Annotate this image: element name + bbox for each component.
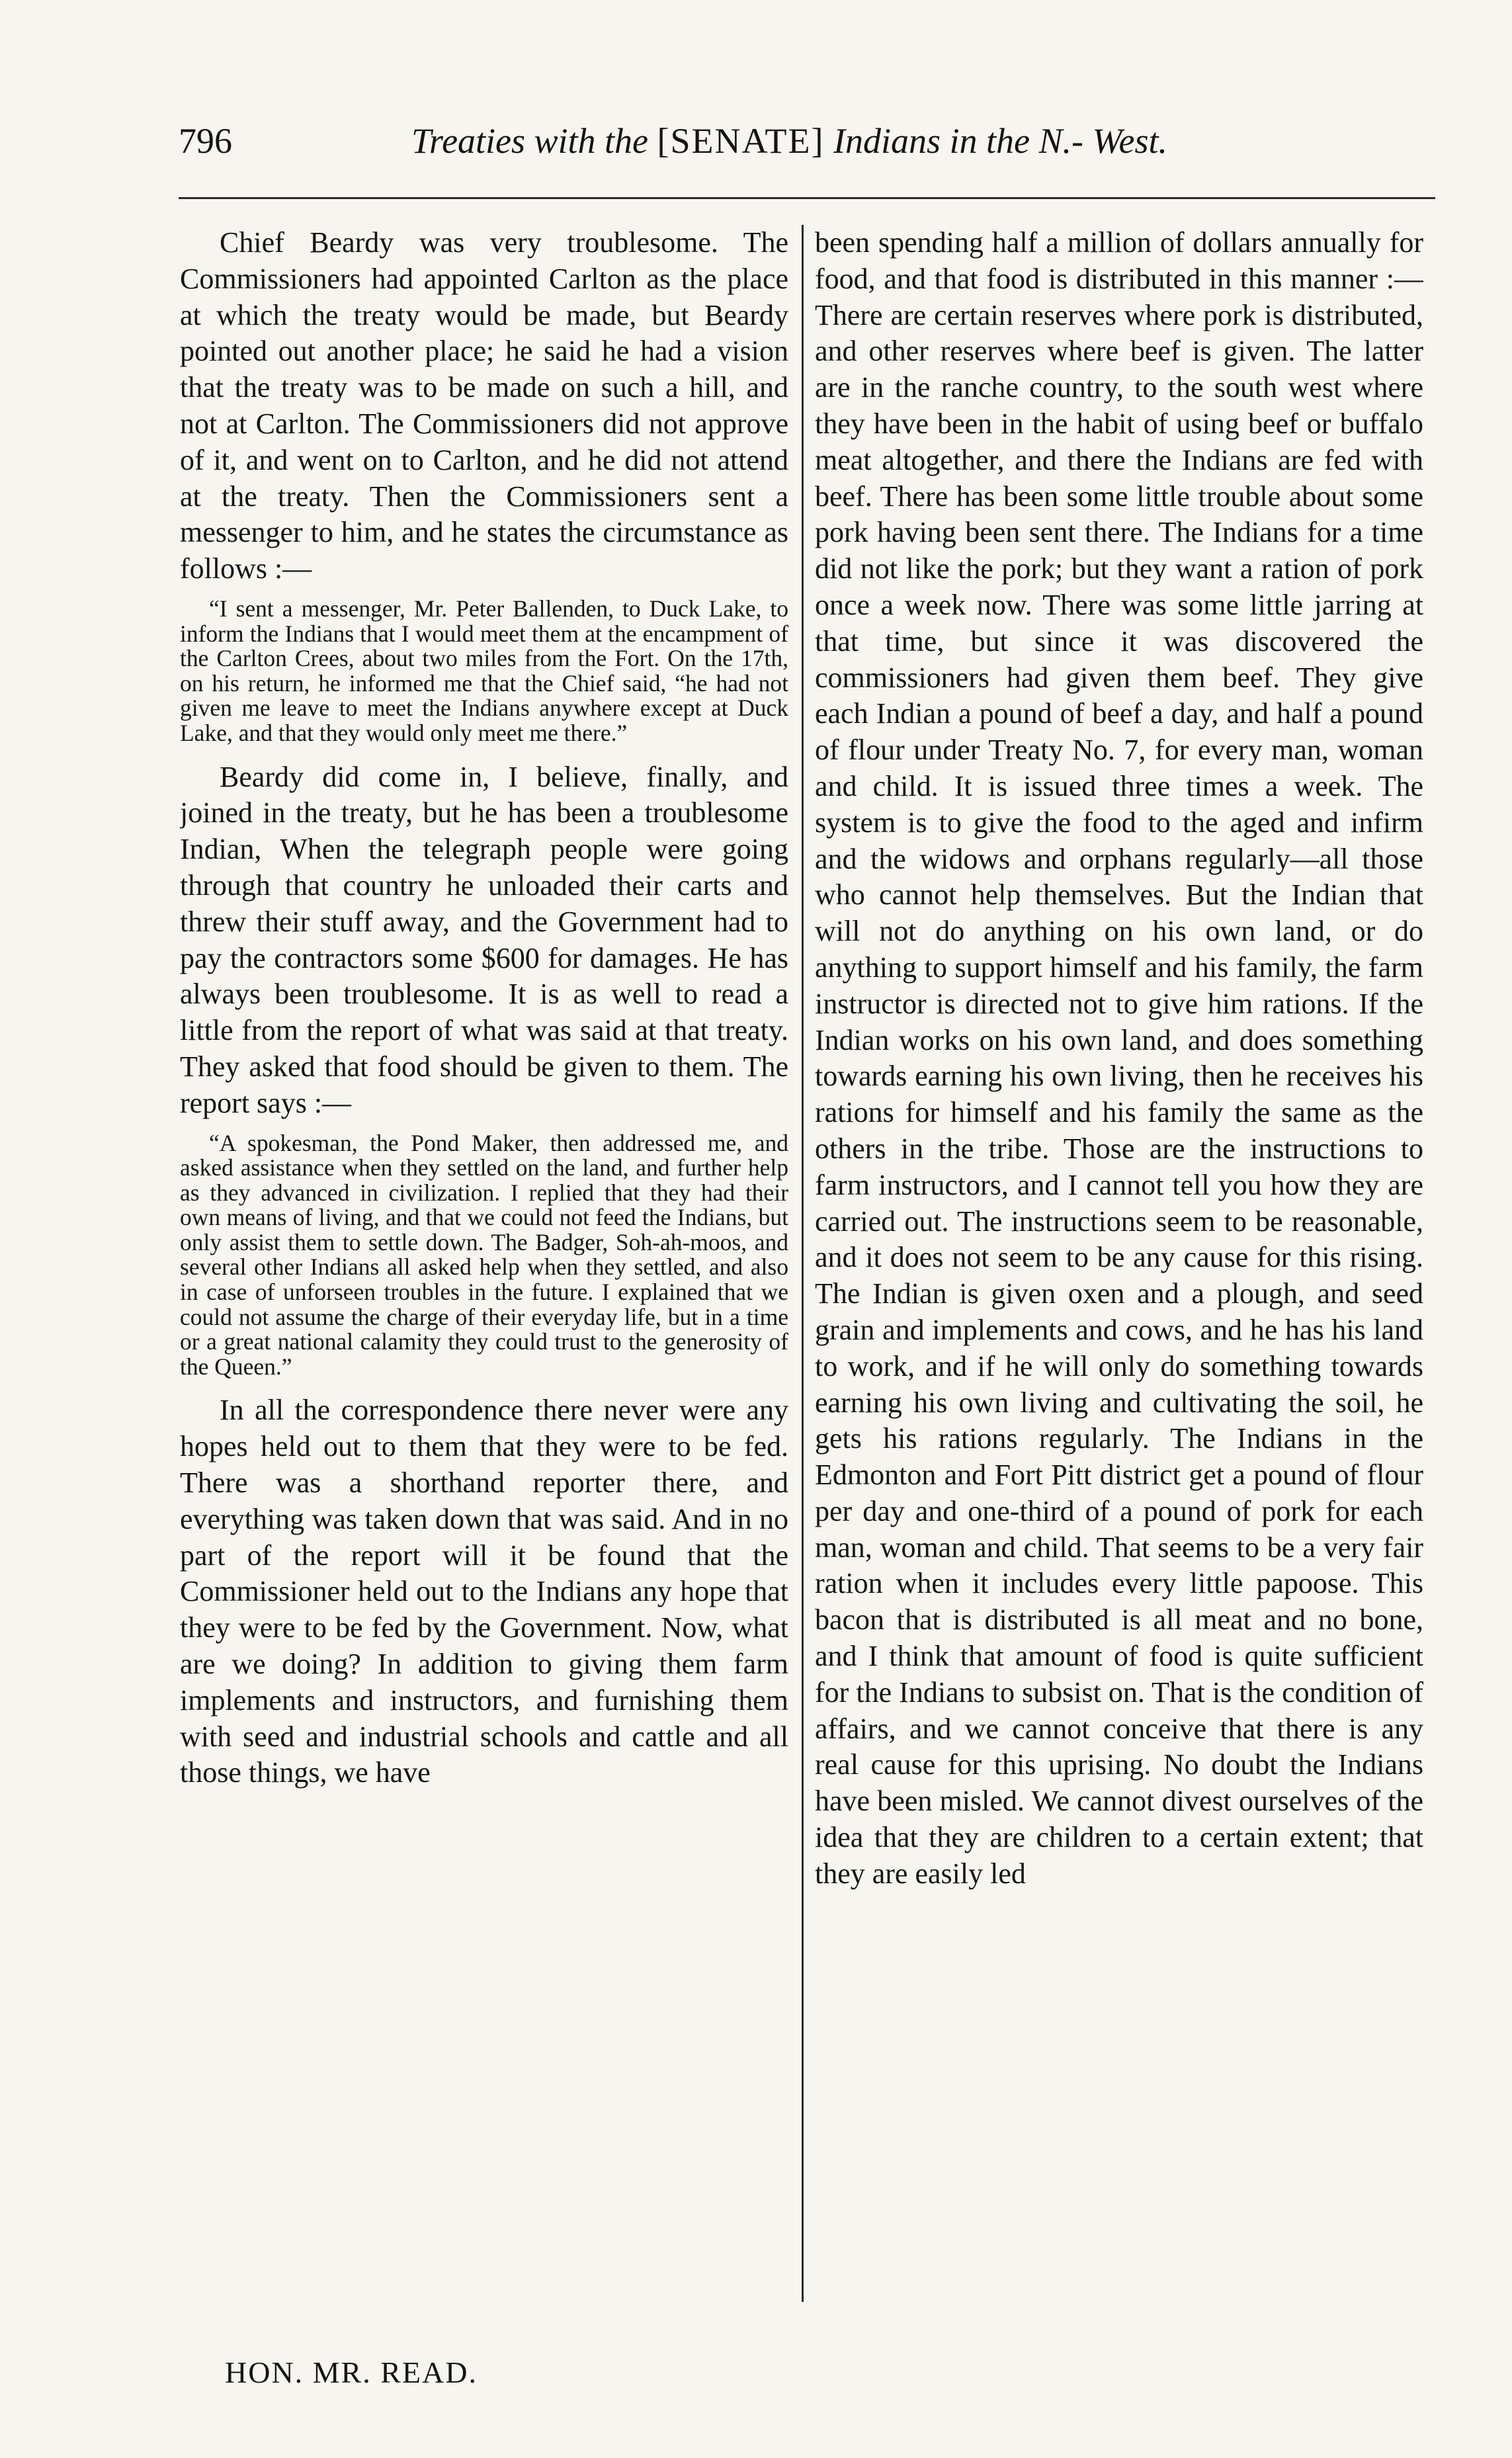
left-paragraph-2: Beardy did come in, I believe, finally, and joined in the treaty, but he has been a troublesome Indian, When the telegraph people were going through that country he unloaded their carts and threw their stuff away, and the Government had to pay the contractors some $600 for damages. He has always been troublesome. It is as well to read a little from the report of what was said at that treaty. They asked that food should be given to them. The report says :—: [180, 760, 788, 1119]
left-quote-2: “A spokesman, the Pond Maker, then addressed me, and asked assistance when they settled on the land, and further help as they advanced in civilization. I replied that they had their own means of living, and that we could not feed the Indians, but only assist them to settle down. The Badger, Soh-ah-moos, and several other Indians all asked help when they settled, and also in case of unforseen troubles in the future. I explained that we could not assume the charge of their everyday life, but in a time or a great national calamity they could trust to the generosity of the Queen.”: [180, 1129, 788, 1380]
running-title-senate: [SENATE]: [657, 121, 825, 161]
left-quote-1: “I sent a messenger, Mr. Peter Ballenden, to Duck Lake, to inform the Indians that I would meet them at the encampment of the Carlton Crees, about two miles from the Fort. On the 17th, on his return, he informed me that the Chief said, “he had not given me leave to meet the Indians anywhere except at Duck Lake, and that they would only meet me there.”: [180, 595, 788, 746]
left-paragraph-3: In all the correspondence there never were any hopes held out to them that they were to be fed. There was a shorthand reporter there, and everything was taken down that was said. And in no part of the report will it be found that the Commissioner held out to the Indians any hope that they were to be fed by the Government. Now, what are we doing? In addition to giving them farm implements and instructors, and furnishing them with seed and industrial schools and cattle and all those things, we have: [180, 1394, 788, 1789]
right-column: [815, 225, 1423, 2289]
page-number: 796: [179, 121, 232, 161]
speaker-footer: HON. MR. READ.: [225, 2355, 478, 2389]
left-column: [180, 225, 788, 2289]
running-title: [411, 120, 1167, 161]
running-title-left: Treaties with the: [411, 121, 649, 161]
running-title-right: Indians in the N.- West.: [833, 121, 1167, 161]
header-rule: [179, 197, 1435, 199]
left-paragraph-1: Chief Beardy was very troublesome. The Commissioners had appointed Carlton as the place at which the treaty would be made, but Beardy pointed out another place; he said he had a vision that the treaty was to be made on such a hill, and not at Carlton. The Commissioners did not approve of it, and went on to Carlton, and he did not attend at the treaty. Then the Commissioners sent a messenger to him, and he states the circumstance as follows :—: [180, 226, 788, 585]
running-header: [179, 112, 1382, 172]
column-divider: [802, 225, 804, 2302]
right-paragraph-1: been spending half a million of dollars annually for food, and that food is distributed in this manner :—There are certain reserves where pork is distributed, and other reserves where beef is given. The latter are in the ranche country, to the south west where they have been in the habit of using beef or buffalo meat altogether, and there the Indians are fed with beef. There has been some little trouble about some pork having been sent there. The Indians for a time did not like the pork; but they want a ration of pork once a week now. There was some little jarring at that time, but since it was discovered the commissioners had given them beef. They give each Indian a pound of beef a day, and half a pound of flour under Treaty No. 7, for every man, woman and child. It is issued three times a week. The system is to give the food to the aged and infirm and the widows and orphans regularly—all those who cannot help themselves. But the Indian that will not do anything on his own land, or do anything to support himself and his family, the farm instructor is directed not to give him rations. If the Indian works on his own land, and does something towards earning his own living, then he receives his rations for himself and his family the same as the others in the tribe. Those are the instructions to farm instructors, and I cannot tell you how they are carried out. The instructions seem to be reasonable, and it does not seem to be any cause for this rising. The Indian is given oxen and a plough, and seed grain and implements and cows, and he has his land to work, and if he will only do something towards earning his own living and cultivating the soil, he gets his rations regularly. The Indians in the Edmonton and Fort Pitt district get a pound of flour per day and one-third of a pound of pork for each man, woman and child. That seems to be a very fair ration when it includes every little papoose. This bacon that is distributed is all meat and no bone, and I think that amount of food is quite sufficient for the Indians to subsist on. That is the condition of affairs, and we cannot conceive that there is any real cause for this uprising. No doubt the Indians have been misled. We cannot divest ourselves of the idea that they are children to a certain extent; that they are easily led: [815, 226, 1423, 1890]
